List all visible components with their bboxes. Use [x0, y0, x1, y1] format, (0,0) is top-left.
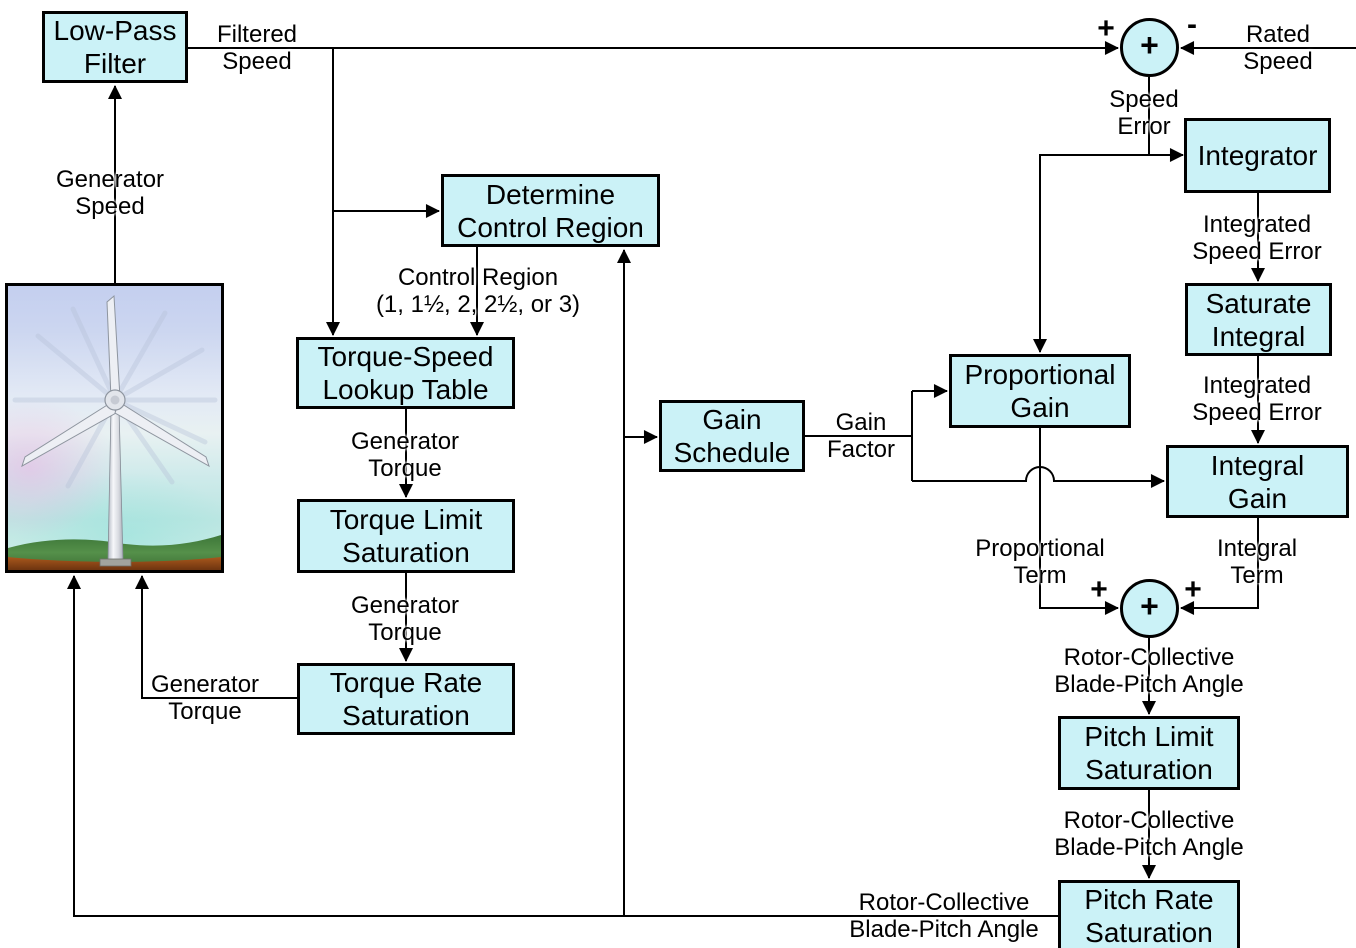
wind-turbine-image [5, 283, 224, 573]
sum2-plus-right-sign: + [1184, 573, 1202, 606]
label-proportional-term: Proportional Term [975, 535, 1105, 589]
block-label-line: Torque Limit [329, 504, 483, 535]
block-label-line: Pitch Rate [1084, 884, 1214, 915]
block-label-line: Integrator [1197, 140, 1318, 171]
label-speed-error: Speed Error [1109, 86, 1179, 140]
block-gain-schedule [659, 400, 805, 472]
wind-turbine-drawing [8, 286, 221, 570]
block-label-line: Schedule [673, 437, 791, 468]
block-label-line: Determine [485, 178, 616, 210]
sum-operator: + [1140, 27, 1159, 63]
wire-speed-error-to-proportional-gain [1040, 155, 1149, 352]
block-label-line: Saturation [342, 537, 470, 568]
block-label-line: Integral [1210, 449, 1305, 481]
summing-junction-speed-error [1120, 18, 1179, 77]
block-label-line: Saturation [1085, 754, 1213, 785]
block-pitch-rate-saturation [1058, 880, 1240, 948]
label-generator-speed: Generator Speed [55, 166, 165, 220]
block-label-line: Gain [702, 404, 762, 435]
sum1-plus-sign: + [1097, 12, 1115, 45]
label-rated-speed: Rated Speed [1243, 21, 1313, 75]
block-integrator [1184, 118, 1331, 193]
block-label-line: Saturation [342, 700, 470, 731]
label-generator-torque-feedback: Generator Torque [150, 671, 260, 725]
label-gain-factor: Gain Factor [826, 409, 895, 463]
block-label-line: Filter [83, 48, 147, 79]
label-generator-torque-2: Generator Torque [350, 592, 460, 646]
block-torque-limit-saturation [297, 499, 515, 573]
label-integral-term: Integral Term [1216, 535, 1298, 589]
block-determine-control-region [441, 174, 660, 247]
sum2-plus-left-sign: + [1090, 573, 1108, 606]
block-proportional-gain [949, 354, 1131, 428]
wire-pitch-feedback-to-turbine [74, 576, 1058, 916]
summing-junction-pitch [1120, 579, 1179, 638]
block-torque-speed-lookup-table [296, 337, 515, 409]
block-label-line: Gain [1010, 392, 1070, 423]
label-control-region: Control Region (1, 1½, 2, 2½, or 3) [375, 264, 581, 318]
label-rotor-collective-2: Rotor-Collective Blade-Pitch Angle [1054, 807, 1244, 861]
block-label-line: Lookup Table [322, 374, 489, 405]
block-low-pass-filter [42, 11, 188, 83]
turbine-base [100, 559, 131, 566]
turbine-nose [111, 396, 120, 405]
block-saturate-integral [1185, 283, 1332, 356]
block-label-line: Control Region [457, 211, 644, 243]
block-label-line: Integral [1211, 320, 1306, 352]
block-label-line: Low-Pass [53, 15, 177, 46]
block-torque-rate-saturation [297, 663, 515, 735]
sum-operator: + [1140, 588, 1159, 624]
block-label-line: Gain [1227, 482, 1288, 514]
block-label-line: Torque-Speed [317, 341, 494, 372]
block-integral-gain [1166, 445, 1349, 518]
block-label-line: Torque Rate [329, 667, 483, 698]
label-filtered-speed: Filtered Speed [216, 21, 298, 75]
turbine-tower [108, 408, 123, 561]
wire-gain-factor-to-integral [912, 467, 1164, 481]
label-rotor-collective-1: Rotor-Collective Blade-Pitch Angle [1054, 644, 1244, 698]
label-integrated-speed-error-1: Integrated Speed Error [1192, 211, 1322, 265]
block-label-line: Saturate [1205, 287, 1312, 319]
label-rotor-collective-feedback: Rotor-Collective Blade-Pitch Angle [849, 889, 1039, 943]
label-generator-torque-1: Generator Torque [350, 428, 460, 482]
block-label-line: Saturation [1085, 917, 1213, 948]
label-integrated-speed-error-2: Integrated Speed Error [1192, 372, 1322, 426]
block-label-line: Proportional [964, 359, 1116, 390]
block-pitch-limit-saturation [1058, 716, 1240, 790]
sum1-minus-sign: - [1187, 8, 1197, 41]
block-label-line: Pitch Limit [1084, 721, 1214, 752]
